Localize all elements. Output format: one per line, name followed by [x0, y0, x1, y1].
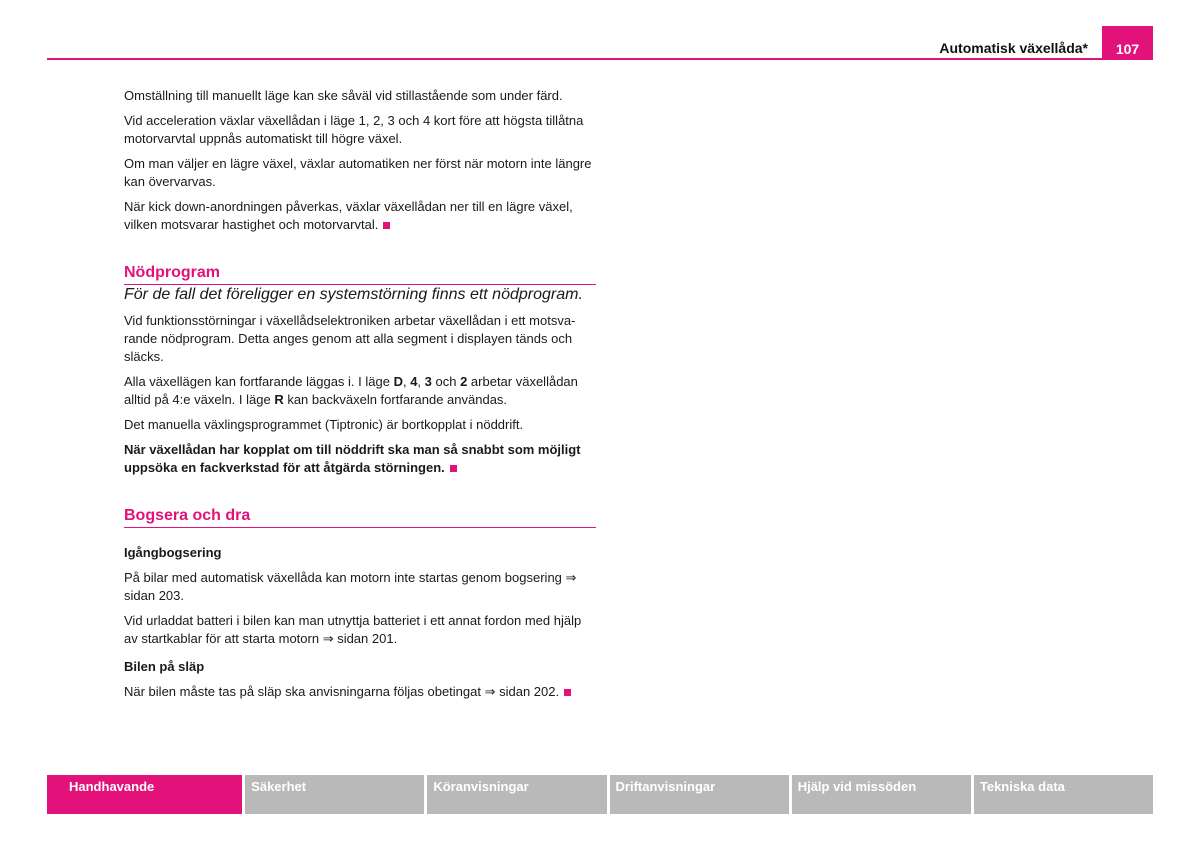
- gear-label: 4: [410, 374, 418, 389]
- intro-paragraph: [124, 198, 596, 234]
- paragraph-text: ,: [417, 374, 425, 389]
- chapter-title: Automatisk växellåda*: [939, 40, 1088, 56]
- paragraph-text: Alla växellägen kan fortfarande läggas i. I läge: [124, 374, 394, 389]
- body-paragraph: Vid funktionsstörningar i växellådselektroniken arbetar växellådan i ett motsva-rande nödprogram. Detta anges genom att alla segment i displayen tänds och släcks.: [124, 313, 576, 364]
- intro-paragraph: Om man väljer en lägre växel, växlar automatiken ner först när motorn inte längre kan övervarvas.: [124, 156, 592, 189]
- section-heading-bogsera: Bogsera och dra: [124, 507, 596, 528]
- nav-tab-sakerhet[interactable]: Säkerhet: [245, 775, 424, 814]
- nav-tab-driftanvisningar[interactable]: Driftanvisningar: [610, 775, 789, 814]
- intro-paragraph: Vid acceleration växlar växellådan i läge 1, 2, 3 och 4 kort före att högsta tillåtna motorvarvtal uppnås automatiskt till högre växel.: [124, 113, 584, 146]
- body-paragraph: Det manuella växlingsprogrammet (Tiptronic) är bortkopplat i nöddrift.: [124, 417, 524, 432]
- section-heading-nodprogram: Nödprogram: [124, 264, 596, 285]
- warning-text: När växellådan har kopplat om till nöddrift ska man så snabbt som möjligt uppsöka en fackverkstad för att åtgärda störningen.: [124, 442, 581, 475]
- main-content: [124, 87, 596, 708]
- header-rule: [47, 58, 1153, 60]
- bottom-navigation: [47, 775, 1153, 814]
- gear-label: R: [274, 392, 284, 407]
- sub-heading: Igångbogsering: [124, 545, 222, 560]
- body-paragraph: På bilar med automatisk växellåda kan motorn inte startas genom bogsering ⇒ sidan 203.: [124, 570, 577, 603]
- warning-paragraph: [124, 441, 596, 477]
- paragraph-text: arbetar växellådan alltid på 4:e växeln. I läge: [124, 374, 578, 407]
- paragraph-text: När kick down-anordningen påverkas, växlar växellådan ner till en lägre växel, vilken motsvarar hastighet och motorvarvtal.: [124, 199, 573, 232]
- gear-label: D: [393, 374, 403, 389]
- sub-heading: Bilen på släp: [124, 659, 205, 674]
- section-end-marker: [450, 465, 457, 472]
- nav-tab-tekniska-data[interactable]: Tekniska data: [974, 775, 1153, 814]
- section-end-marker: [383, 222, 390, 229]
- nav-tab-hjalp-vid-missoden[interactable]: Hjälp vid missöden: [792, 775, 971, 814]
- body-paragraph: [124, 373, 596, 409]
- intro-paragraph: Omställning till manuellt läge kan ske såväl vid stillastående som under färd.: [124, 88, 563, 103]
- gear-label: 2: [460, 374, 468, 389]
- paragraph-text: och: [431, 374, 461, 389]
- body-paragraph: [124, 683, 596, 701]
- paragraph-text: ,: [402, 374, 411, 389]
- nav-tab-koranvisningar[interactable]: Köranvisningar: [427, 775, 606, 814]
- section-end-marker: [564, 689, 571, 696]
- nav-tab-handhavande[interactable]: Handhavande: [47, 775, 242, 814]
- body-paragraph: Vid urladdat batteri i bilen kan man utnyttja batteriet i ett annat fordon med hjälp av startkablar för att starta motorn ⇒ sidan 201.: [124, 613, 582, 646]
- paragraph-text: kan backväxeln fortfarande användas.: [283, 392, 508, 407]
- section-lead: För de fall det föreligger en systemstörning finns ett nödprogram.: [124, 286, 583, 303]
- paragraph-text: När bilen måste tas på släp ska anvisningarna följas obetingat ⇒ sidan 202.: [124, 684, 560, 699]
- gear-label: 3: [424, 374, 432, 389]
- page-number: 107: [1102, 26, 1153, 60]
